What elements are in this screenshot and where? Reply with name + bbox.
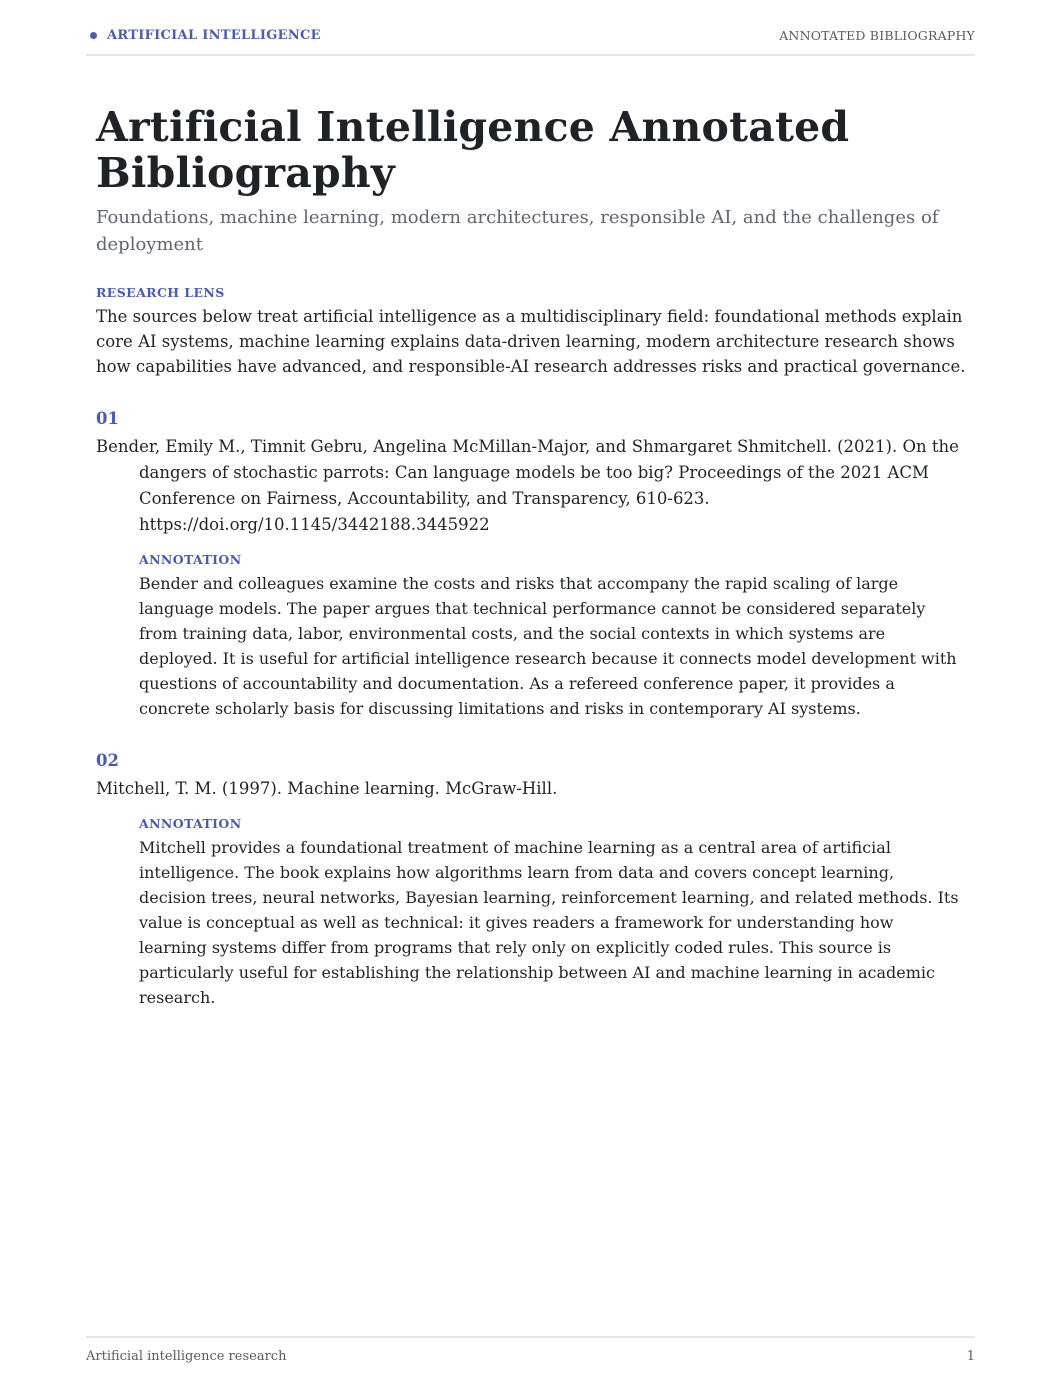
page-footer <box>86 1336 975 1378</box>
bibliography-entry <box>96 751 966 1010</box>
entry-citation: Bender, Emily M., Timnit Gebru, Angelina McMillan-Major, and Shmargaret Shmitchell. (2021). On the dangers of stochastic parrots: Can language models be too big? Proceedings of the 2021 ACM Conference on Fairness, Accountability, and Transparency, 610-623. https://doi.org/10.1145/3442188.3445922 <box>96 437 959 534</box>
entry-citation: Mitchell, T. M. (1997). Machine learning. McGraw-Hill. <box>96 779 558 798</box>
page-header <box>86 26 975 56</box>
research-lens-text: The sources below treat artificial intelligence as a multidisciplinary field: foundational methods explain core AI systems, machine learning explains data-driven learning, modern architecture research shows how capabilities have advanced, and responsible-AI research addresses risks and practical governance. <box>96 307 966 376</box>
document-body <box>96 104 966 1010</box>
entry-number: 02 <box>96 751 119 770</box>
research-lens-label: RESEARCH LENS <box>96 285 225 300</box>
page-number: 1 <box>966 1349 975 1364</box>
page-subtitle: Foundations, machine learning, modern architectures, responsible AI, and the challenges of deployment <box>96 207 939 255</box>
header-section-label <box>90 28 321 43</box>
header-right-text: ANNOTATED BIBLIOGRAPHY <box>779 28 975 43</box>
page-title: Artificial Intelligence Annotated Bibliography <box>96 103 850 197</box>
entry-annotation <box>139 816 966 1010</box>
bibliography-entry <box>96 409 966 721</box>
bullet-dot-icon <box>90 32 97 39</box>
entry-number: 01 <box>96 409 119 428</box>
entry-annotation <box>139 552 966 721</box>
annotation-label: ANNOTATION <box>139 816 242 831</box>
header-left-text: ARTIFICIAL INTELLIGENCE <box>107 28 321 43</box>
footer-text: Artificial intelligence research <box>86 1349 287 1364</box>
annotation-text: Bender and colleagues examine the costs and risks that accompany the rapid scaling of large language models. The paper argues that technical performance cannot be considered separately from training data, labor, environmental costs, and the social contexts in which systems are deployed. It is useful for artificial intelligence research because it connects model development with questions of accountability and documentation. As a refereed conference paper, it provides a concrete scholarly basis for discussing limitations and risks in contemporary AI systems. <box>139 574 957 718</box>
annotation-text: Mitchell provides a foundational treatment of machine learning as a central area of artificial intelligence. The book explains how algorithms learn from data and covers concept learning, decision trees, neural networks, Bayesian learning, reinforcement learning, and related methods. Its value is conceptual as well as technical: it gives readers a framework for understanding how learning systems differ from programs that rely only on explicitly coded rules. This source is particularly useful for establishing the relationship between AI and machine learning in academic research. <box>139 838 959 1007</box>
annotation-label: ANNOTATION <box>139 552 242 567</box>
